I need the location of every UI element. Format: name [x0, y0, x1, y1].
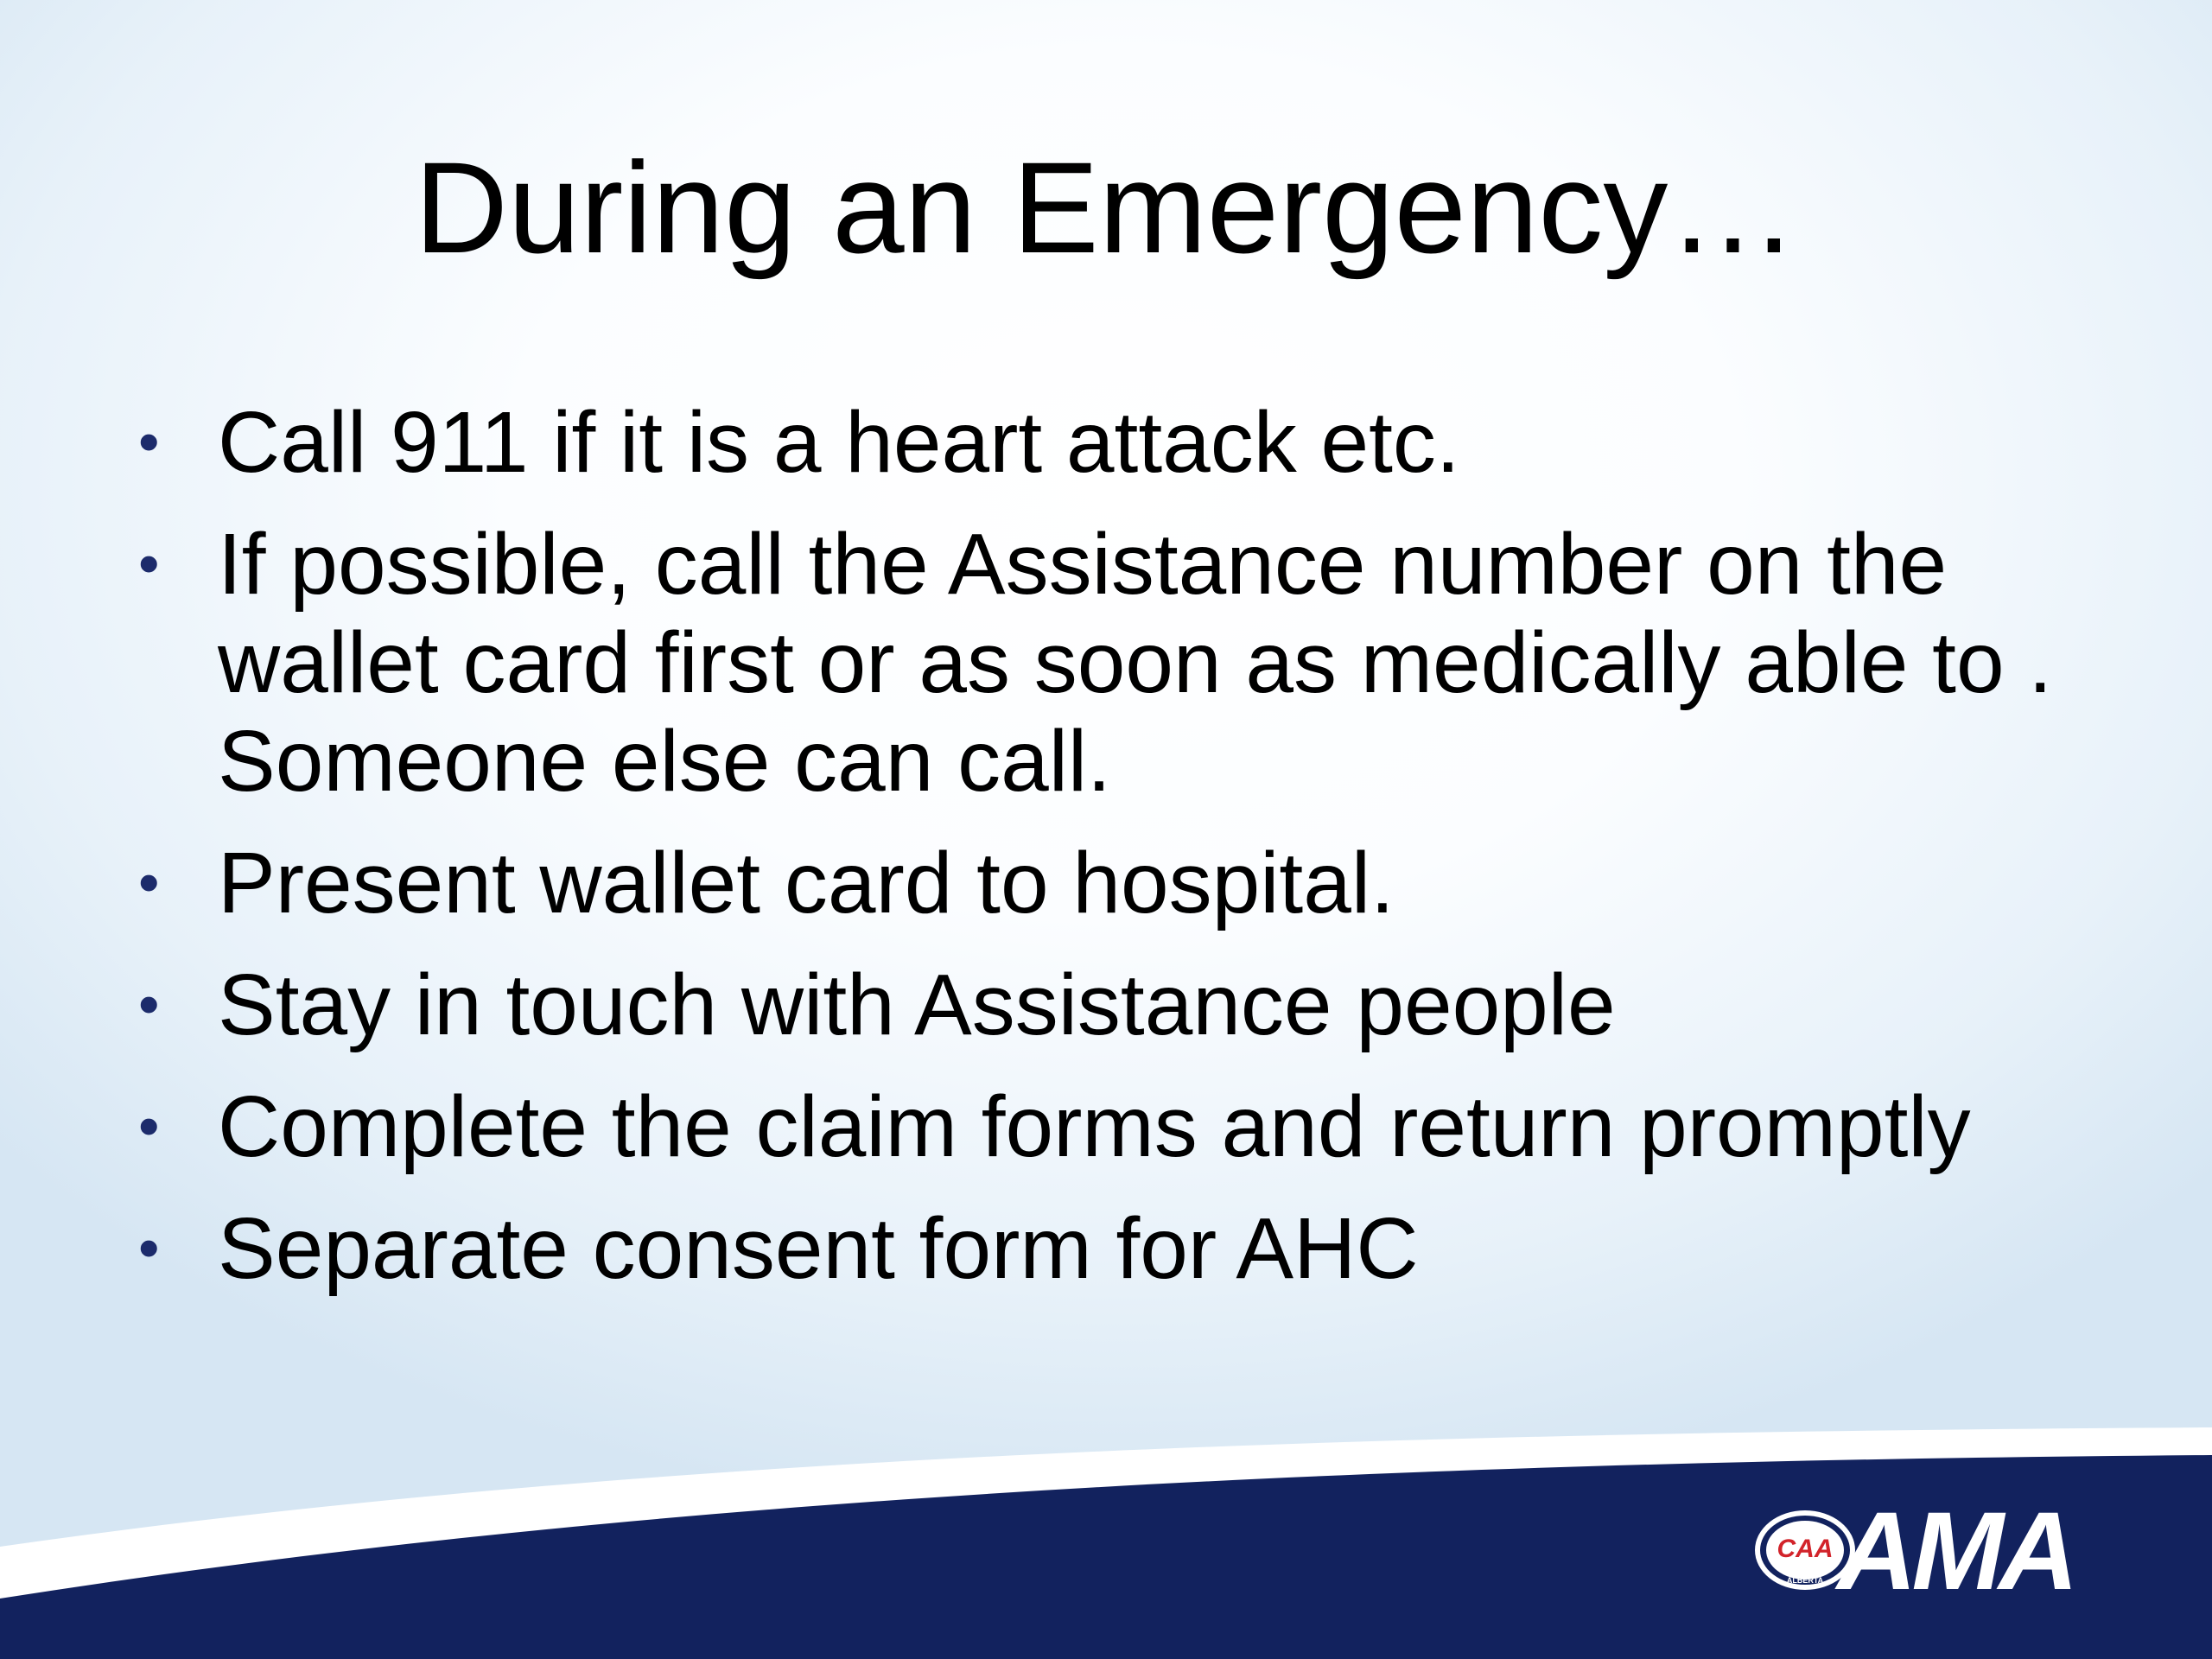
- bullet-text: Call 911 if it is a heart attack etc.: [218, 394, 1460, 491]
- bullet-icon: •: [138, 1092, 160, 1160]
- bullet-text: Stay in touch with Assistance people: [218, 957, 1616, 1053]
- bullet-item: [130, 1199, 2117, 1298]
- ama-logo: [1751, 1490, 2131, 1613]
- bullet-list: [130, 393, 2117, 1321]
- brand-text: AMA: [1837, 1490, 2074, 1613]
- bullet-icon: •: [138, 1214, 160, 1281]
- slide-title: During an Emergency…: [414, 135, 1798, 280]
- bullet-icon: •: [138, 970, 160, 1038]
- bullet-item: [130, 515, 2117, 810]
- bullet-item: [130, 1077, 2117, 1176]
- bullet-item: [130, 393, 2117, 492]
- seal-text: CAA: [1777, 1535, 1834, 1563]
- bullet-text: If possible, call the Assistance number on the wallet card first or as soon as medically able to . Someone else can call.: [218, 516, 2053, 810]
- bullet-icon: •: [138, 408, 160, 475]
- bullet-item: [130, 956, 2117, 1054]
- seal-subtext: ALBERTA: [1786, 1576, 1824, 1585]
- bullet-text: Present wallet card to hospital.: [218, 835, 1395, 931]
- bullet-text: Separate consent form for AHC: [218, 1200, 1419, 1297]
- bullet-item: [130, 834, 2117, 932]
- bullet-icon: •: [138, 849, 160, 916]
- bullet-text: Complete the claim forms and return promptly: [218, 1078, 1971, 1175]
- bullet-icon: •: [138, 530, 160, 597]
